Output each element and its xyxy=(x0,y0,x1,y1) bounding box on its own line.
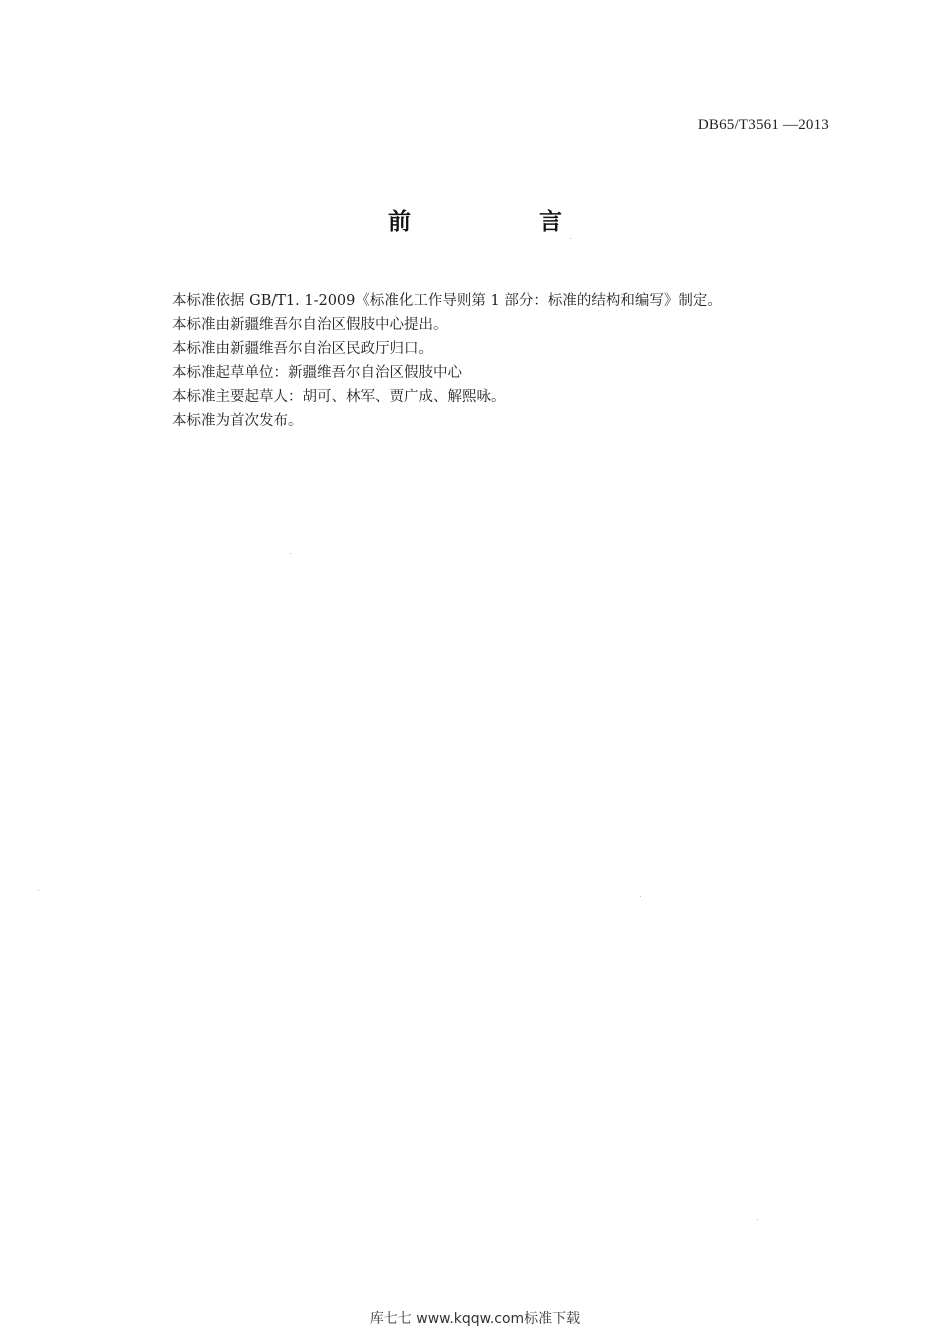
scan-speck xyxy=(640,896,641,897)
page-title: 前 言 xyxy=(387,209,622,235)
standard-code: DB65/T3561 —2013 xyxy=(697,117,829,133)
scan-speck xyxy=(290,553,291,554)
paragraph-proposer: 本标准由新疆维吾尔自治区假肢中心提出。 xyxy=(172,317,448,333)
scan-speck xyxy=(38,890,39,891)
footer-watermark: 库七七 www.kqqw.com标准下载 xyxy=(369,1311,581,1327)
paragraph-drafting-unit: 本标准起草单位：新疆维吾尔自治区假肢中心 xyxy=(172,365,462,381)
scan-speck xyxy=(570,238,571,239)
paragraph-drafters: 本标准主要起草人：胡可、林军、贾广成、解熙咏。 xyxy=(172,389,506,405)
foreword-body xyxy=(172,289,812,433)
paragraph-administrator: 本标准由新疆维吾尔自治区民政厅归口。 xyxy=(172,341,433,357)
paragraph-first-release: 本标准为首次发布。 xyxy=(172,413,303,429)
scan-speck xyxy=(757,1219,758,1220)
paragraph-basis: 本标准依据 GB/T1. 1-2009《标准化工作导则第 1 部分：标准的结构和编写》制定。 xyxy=(172,293,722,309)
